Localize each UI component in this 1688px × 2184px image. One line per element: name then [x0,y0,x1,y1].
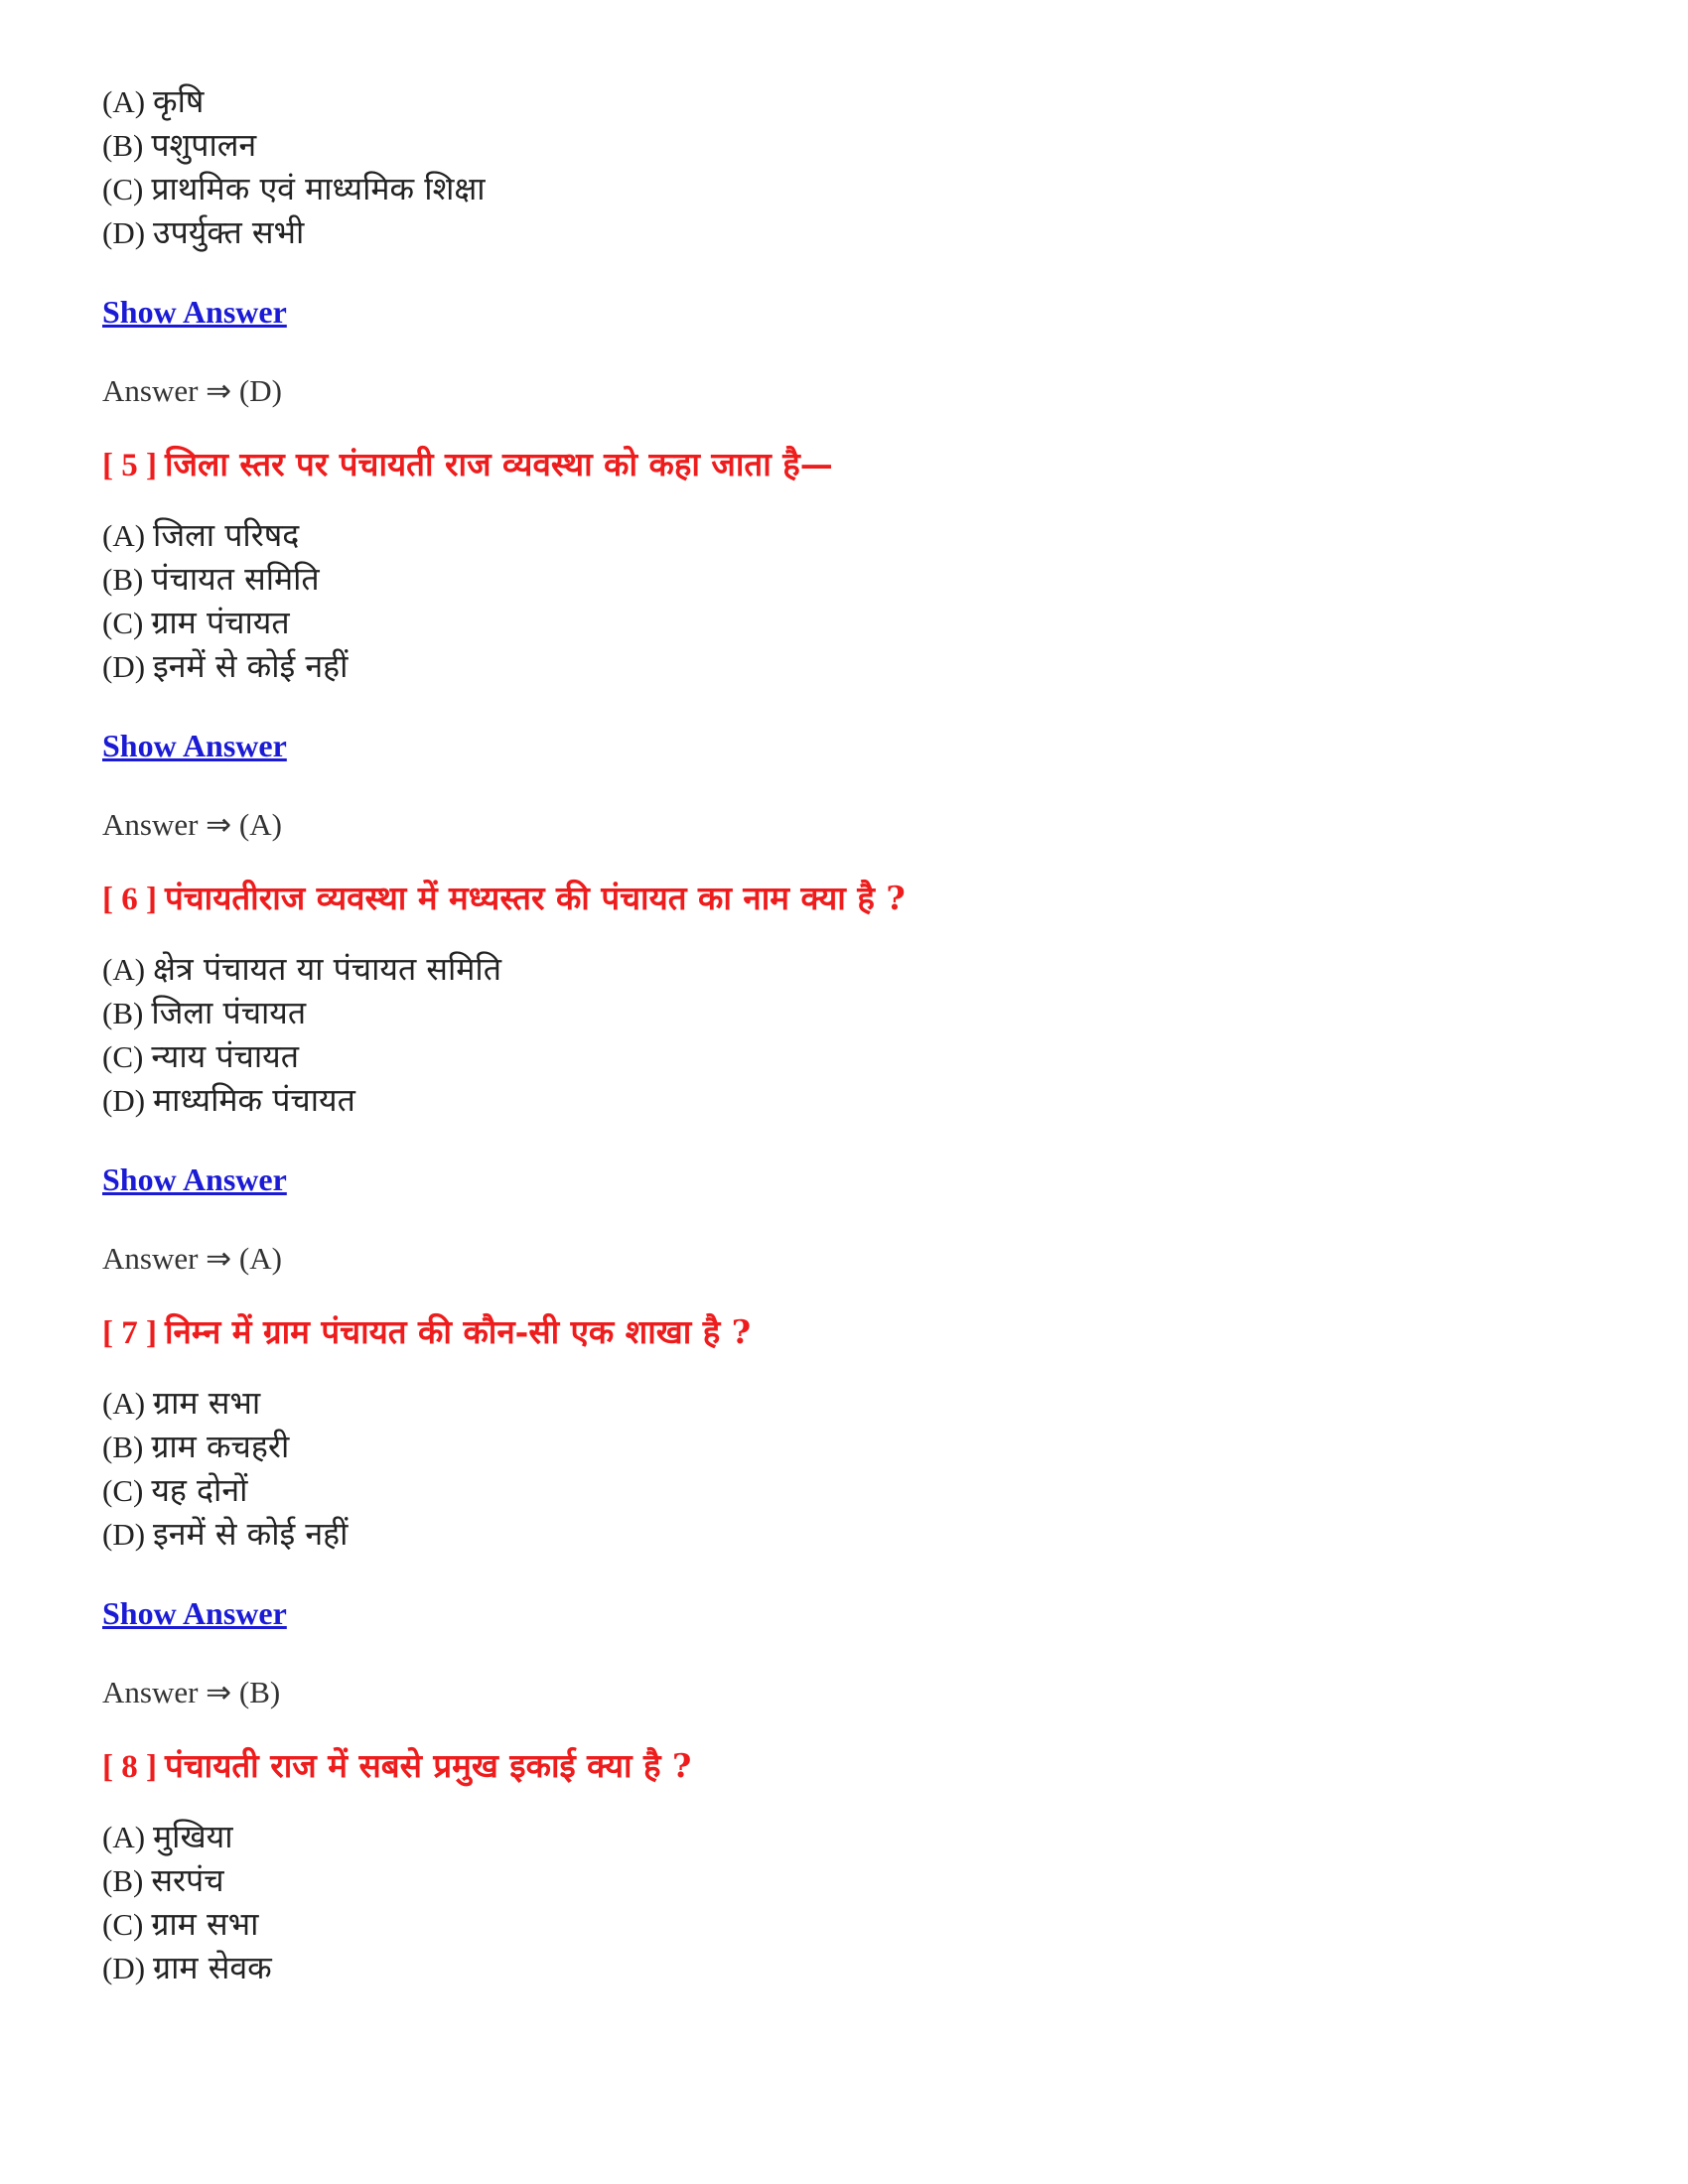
option-d: (D) ग्राम सेवक [102,1949,272,1986]
question-block-6 [102,877,1592,1279]
question-block-5 [102,443,1592,845]
option-b: (B) ग्राम कचहरी [102,1428,290,1465]
option-list [102,947,1592,1122]
answer-text: Answer ⇒ (A) [102,1241,282,1276]
option-d: (D) उपर्युक्त सभी [102,213,305,251]
question-block-4 [102,79,1592,411]
show-answer-link[interactable]: Show Answer [102,728,287,763]
option-c: (C) ग्राम सभा [102,1905,259,1943]
option-d: (D) इनमें से कोई नहीं [102,647,349,685]
option-c: (C) न्याय पंचायत [102,1037,299,1075]
show-answer-link[interactable]: Show Answer [102,1595,287,1631]
option-b: (B) सरपंच [102,1861,224,1899]
question-title: [ 5 ] जिला स्तर पर पंचायती राज व्यवस्था को कहा जाता है— [102,445,833,483]
option-list [102,79,1592,254]
option-list [102,1815,1592,1989]
option-c: (C) यह दोनों [102,1471,248,1509]
show-answer-link[interactable]: Show Answer [102,294,287,330]
question-title: [ 6 ] पंचायतीराज व्यवस्था में मध्यस्तर की पंचायत का नाम क्या है ? [102,879,906,917]
answer-text: Answer ⇒ (B) [102,1675,281,1709]
option-b: (B) पशुपालन [102,126,257,164]
option-a: (A) मुखिया [102,1818,233,1855]
question-block-8 [102,1744,1592,1989]
option-b: (B) जिला पंचायत [102,994,307,1031]
show-answer-link[interactable]: Show Answer [102,1161,287,1197]
question-number: [ 5 ] [102,448,157,483]
option-b: (B) पंचायत समिति [102,560,320,598]
answer-text: Answer ⇒ (A) [102,807,282,842]
question-number: [ 6 ] [102,882,157,917]
option-list [102,1381,1592,1556]
option-a: (A) कृषि [102,82,205,120]
option-d: (D) माध्यमिक पंचायत [102,1081,355,1119]
option-a: (A) ग्राम सभा [102,1384,261,1422]
quiz-page [102,79,1592,1989]
question-title: [ 8 ] पंचायती राज में सबसे प्रमुख इकाई क्या है ? [102,1746,692,1785]
question-block-7 [102,1310,1592,1712]
answer-text: Answer ⇒ (D) [102,373,282,408]
question-title: [ 7 ] निम्न में ग्राम पंचायत की कौन-सी एक शाखा है ? [102,1312,752,1351]
question-number: [ 7 ] [102,1315,157,1351]
option-c: (C) प्राथमिक एवं माध्यमिक शिक्षा [102,170,486,207]
option-c: (C) ग्राम पंचायत [102,604,290,641]
question-number: [ 8 ] [102,1749,157,1785]
option-a: (A) जिला परिषद [102,516,300,554]
option-a: (A) क्षेत्र पंचायत या पंचायत समिति [102,950,501,988]
option-d: (D) इनमें से कोई नहीं [102,1515,349,1553]
option-list [102,513,1592,688]
